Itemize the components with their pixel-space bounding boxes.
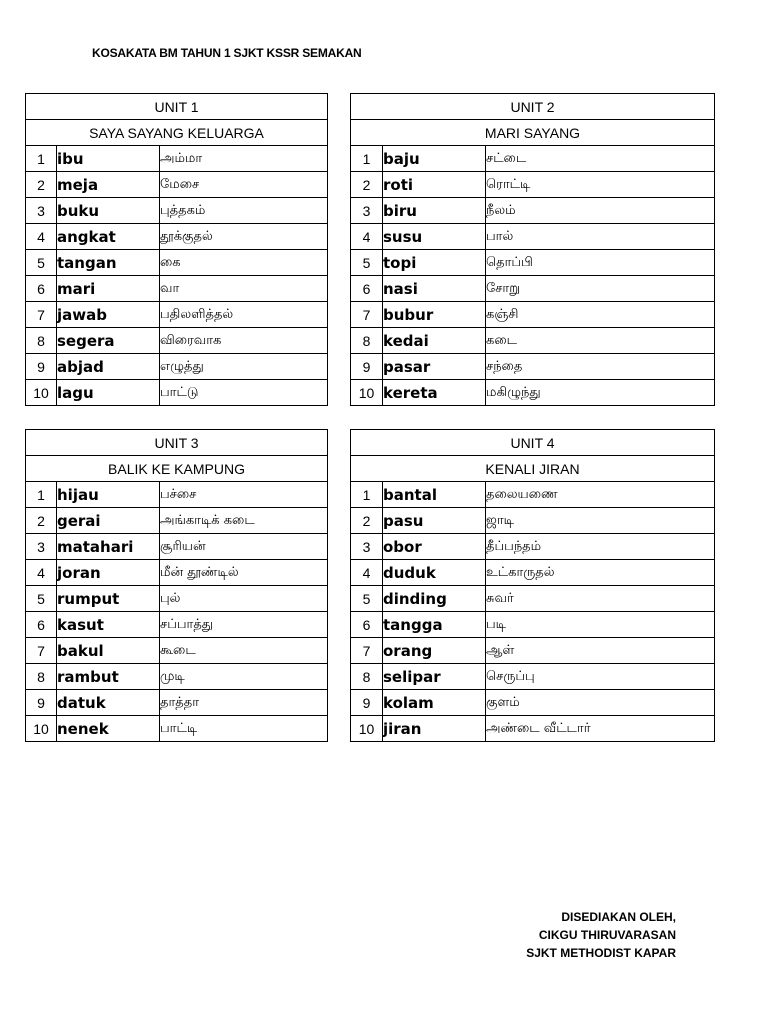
tamil-word: கடை [486,328,715,354]
tamil-word: வா [160,276,328,302]
tamil-word: தொப்பி [486,250,715,276]
tamil-word: சோறு [486,276,715,302]
table-row [26,198,328,224]
malay-word: kasut [57,612,160,638]
malay-word: meja [57,172,160,198]
malay-word: nasi [383,276,486,302]
tamil-word: ஆள் [486,638,715,664]
malay-word: buku [57,198,160,224]
tamil-word: தூக்குதல் [160,224,328,250]
footer-credit [526,908,676,962]
malay-word: kolam [383,690,486,716]
malay-word: gerai [57,508,160,534]
malay-word: roti [383,172,486,198]
unit-1-table [25,93,328,406]
table-row [26,482,328,508]
malay-word: rumput [57,586,160,612]
table-row [26,560,328,586]
tamil-word: உட்காருதல் [486,560,715,586]
table-row [351,534,715,560]
footer-school-name: SJKT METHODIST KAPAR [526,946,676,960]
tamil-word: சூரியன் [160,534,328,560]
malay-word: ibu [57,146,160,172]
tamil-word: தாத்தா [160,690,328,716]
table-row [26,716,328,742]
tamil-word: குளம் [486,690,715,716]
table-row [351,716,715,742]
row-number: 8 [351,328,383,354]
tamil-word: மீன் தூண்டில் [160,560,328,586]
table-row [351,690,715,716]
table-row [351,172,715,198]
table-row [26,172,328,198]
tamil-word: நீலம் [486,198,715,224]
row-number: 2 [351,508,383,534]
unit-heading: UNIT 2 [351,94,715,120]
unit-2-table [350,93,715,406]
malay-word: jiran [383,716,486,742]
row-number: 4 [26,560,57,586]
unit-heading: UNIT 4 [351,430,715,456]
row-number: 9 [351,354,383,380]
tamil-word: பாட்டி [160,716,328,742]
table-row [26,612,328,638]
row-number: 3 [351,198,383,224]
row-number: 7 [351,638,383,664]
table-row [351,146,715,172]
malay-word: bubur [383,302,486,328]
malay-word: kereta [383,380,486,406]
row-number: 7 [26,302,57,328]
malay-word: segera [57,328,160,354]
malay-word: lagu [57,380,160,406]
table-row [351,302,715,328]
row-number: 5 [26,586,57,612]
table-row [26,380,328,406]
row-number: 4 [351,560,383,586]
table-row [26,534,328,560]
tamil-word: கை [160,250,328,276]
document-title: KOSAKATA BM TAHUN 1 SJKT KSSR SEMAKAN [92,46,362,60]
malay-word: bantal [383,482,486,508]
row-number: 3 [26,534,57,560]
table-row [26,690,328,716]
row-number: 8 [26,328,57,354]
tamil-word: சுவர் [486,586,715,612]
unit-theme: SAYA SAYANG KELUARGA [26,120,328,146]
tamil-word: கஞ்சி [486,302,715,328]
malay-word: baju [383,146,486,172]
tamil-word: தீப்பந்தம் [486,534,715,560]
malay-word: susu [383,224,486,250]
row-number: 1 [351,146,383,172]
tamil-word: கூடை [160,638,328,664]
tamil-word: புல் [160,586,328,612]
row-number: 1 [26,482,57,508]
row-number: 9 [26,690,57,716]
tamil-word: விரைவாக [160,328,328,354]
row-number: 8 [351,664,383,690]
row-number: 10 [26,716,57,742]
tamil-word: தலையணை [486,482,715,508]
row-number: 6 [26,276,57,302]
table-row [351,664,715,690]
unit-theme: BALIK KE KAMPUNG [26,456,328,482]
table-row [26,146,328,172]
row-number: 6 [26,612,57,638]
table-row [351,224,715,250]
tamil-word: மகிழுந்து [486,380,715,406]
malay-word: orang [383,638,486,664]
tamil-word: அம்மா [160,146,328,172]
table-row [351,380,715,406]
tamil-word: பாட்டு [160,380,328,406]
row-number: 3 [26,198,57,224]
unit-heading: UNIT 3 [26,430,328,456]
row-number: 4 [351,224,383,250]
tamil-word: ரொட்டி [486,172,715,198]
tamil-word: மேசை [160,172,328,198]
table-row [26,586,328,612]
row-number: 2 [26,172,57,198]
table-row [351,354,715,380]
tamil-word: பால் [486,224,715,250]
tamil-word: சட்டை [486,146,715,172]
row-number: 5 [26,250,57,276]
table-row [351,328,715,354]
malay-word: hijau [57,482,160,508]
table-row [26,224,328,250]
row-number: 5 [351,586,383,612]
table-row [26,664,328,690]
tamil-word: எழுத்து [160,354,328,380]
row-number: 5 [351,250,383,276]
malay-word: rambut [57,664,160,690]
malay-word: topi [383,250,486,276]
malay-word: pasu [383,508,486,534]
malay-word: obor [383,534,486,560]
row-number: 6 [351,276,383,302]
row-number: 6 [351,612,383,638]
tamil-word: அங்காடிக் கடை [160,508,328,534]
malay-word: duduk [383,560,486,586]
tamil-word: அண்டை வீட்டார் [486,716,715,742]
table-row [26,250,328,276]
malay-word: nenek [57,716,160,742]
malay-word: jawab [57,302,160,328]
table-row [26,508,328,534]
malay-word: mari [57,276,160,302]
table-row [351,198,715,224]
row-number: 1 [26,146,57,172]
table-row [26,638,328,664]
unit-theme: MARI SAYANG [351,120,715,146]
table-row [26,302,328,328]
row-number: 10 [351,716,383,742]
row-number: 7 [26,638,57,664]
malay-word: kedai [383,328,486,354]
malay-word: tangga [383,612,486,638]
row-number: 10 [26,380,57,406]
unit-heading: UNIT 1 [26,94,328,120]
tamil-word: சப்பாத்து [160,612,328,638]
row-number: 10 [351,380,383,406]
row-number: 8 [26,664,57,690]
table-row [351,638,715,664]
tamil-word: பச்சை [160,482,328,508]
row-number: 9 [351,690,383,716]
tamil-word: படி [486,612,715,638]
tamil-word: செருப்பு [486,664,715,690]
row-number: 3 [351,534,383,560]
malay-word: selipar [383,664,486,690]
unit-4-table [350,429,715,742]
footer-teacher-name: CIKGU THIRUVARASAN [538,928,676,942]
row-number: 7 [351,302,383,328]
malay-word: dinding [383,586,486,612]
table-row [26,328,328,354]
malay-word: matahari [57,534,160,560]
table-row [351,612,715,638]
malay-word: joran [57,560,160,586]
malay-word: abjad [57,354,160,380]
tamil-word: முடி [160,664,328,690]
row-number: 1 [351,482,383,508]
unit-3-table [25,429,328,742]
table-row [351,276,715,302]
footer-prepared-by: DISEDIAKAN OLEH, [561,910,676,924]
malay-word: biru [383,198,486,224]
tamil-word: சந்தை [486,354,715,380]
table-row [351,482,715,508]
tamil-word: புத்தகம் [160,198,328,224]
malay-word: datuk [57,690,160,716]
row-number: 2 [351,172,383,198]
row-number: 9 [26,354,57,380]
malay-word: pasar [383,354,486,380]
table-row [351,250,715,276]
row-number: 2 [26,508,57,534]
malay-word: angkat [57,224,160,250]
unit-theme: KENALI JIRAN [351,456,715,482]
tamil-word: ஜாடி [486,508,715,534]
table-row [351,508,715,534]
row-number: 4 [26,224,57,250]
table-row [26,276,328,302]
tamil-word: பதிலளித்தல் [160,302,328,328]
table-row [351,586,715,612]
table-row [26,354,328,380]
table-row [351,560,715,586]
malay-word: bakul [57,638,160,664]
malay-word: tangan [57,250,160,276]
